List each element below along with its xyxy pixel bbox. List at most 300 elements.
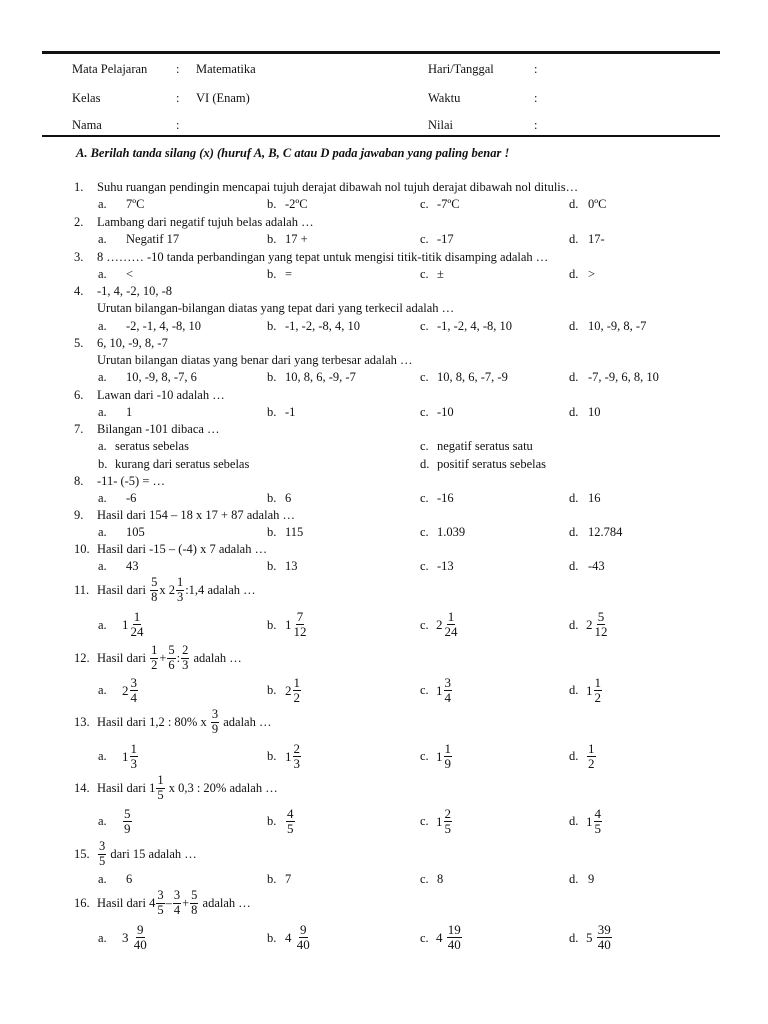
question-number: 5. <box>74 336 84 350</box>
choice-text: 43 <box>126 559 139 573</box>
choice-text: < <box>126 267 134 281</box>
choice-letter: a. <box>98 197 107 211</box>
choice-text <box>436 739 453 773</box>
choice-letter: b. <box>267 931 277 945</box>
choice-text <box>122 739 139 773</box>
numerator: 1 <box>133 608 141 624</box>
choice-letter: b. <box>267 525 277 539</box>
choice-letter: c. <box>420 525 429 539</box>
denominator: 2 <box>293 689 300 705</box>
numerator: 1 <box>176 575 184 590</box>
question-number: 3. <box>74 250 84 264</box>
fraction <box>594 610 609 638</box>
choice-letter: d. <box>569 525 579 539</box>
choice-letter: b. <box>267 197 277 211</box>
choice-letter: a. <box>98 319 107 333</box>
choice-text <box>122 804 133 838</box>
question-text-part: Hasil dari 1,2 : 80% x <box>97 714 207 729</box>
fraction <box>98 840 106 867</box>
fraction <box>594 807 603 835</box>
choice-text: 105 <box>126 525 145 539</box>
question-text <box>97 706 271 738</box>
day-label: Hari/Tanggal <box>428 62 494 76</box>
choice-text: 6 <box>285 491 292 505</box>
numerator: 5 <box>124 805 131 821</box>
denominator: 5 <box>157 902 164 917</box>
choice-letter: c. <box>420 872 429 886</box>
operator: : <box>176 650 181 665</box>
choice-text: -13 <box>437 559 454 573</box>
choice-text <box>586 920 613 954</box>
question-text: -1, 4, -2, 10, -8 <box>97 284 172 298</box>
choice-letter: a. <box>98 525 107 539</box>
choice-letter: d. <box>569 872 579 886</box>
whole-number: 1 <box>285 616 292 632</box>
choice-text: 1.039 <box>437 525 466 539</box>
question-text-part: Hasil dari 1 <box>97 780 156 795</box>
question-text: Suhu ruangan pendingin mencapai tujuh derajat dibawah nol tujuh derajat dibawah nol ditulis… <box>97 180 579 194</box>
choice-text <box>586 739 597 773</box>
choice-text <box>436 673 453 707</box>
choice-text: 8 <box>437 872 444 886</box>
numerator: 4 <box>594 805 601 821</box>
question-text-part: adalah … <box>193 650 242 665</box>
numerator: 9 <box>300 921 307 937</box>
question-text-part: Hasil dari <box>97 650 146 665</box>
class-value: VI (Enam) <box>196 91 250 105</box>
choice-text: > <box>588 267 596 281</box>
choice-text: 10, 8, 6, -9, -7 <box>285 370 356 384</box>
question-text-part: adalah … <box>202 895 251 910</box>
choice-letter: b. <box>267 814 277 828</box>
numerator: 1 <box>157 773 164 788</box>
numerator: 1 <box>594 674 601 690</box>
choice-text <box>285 804 296 838</box>
fraction <box>156 889 164 916</box>
numerator: 1 <box>130 740 137 756</box>
choice-text: 6 <box>126 872 133 886</box>
choice-text: 0ºC <box>588 197 607 211</box>
fraction <box>293 610 308 638</box>
choice-text <box>285 673 302 707</box>
choice-letter: d. <box>569 559 579 573</box>
denominator: 5 <box>99 853 106 868</box>
question-number: 12. <box>74 651 90 665</box>
colon: : <box>176 62 180 76</box>
choice-text: 12.784 <box>588 525 623 539</box>
question-number: 1. <box>74 180 84 194</box>
section-instruction: A. Berilah tanda silang (x) (huruf A, B, C atau D pada jawaban yang paling benar ! <box>76 146 510 160</box>
question-number: 8. <box>74 474 84 488</box>
choice-letter: b. <box>267 491 277 505</box>
choice-text: 10, -9, 8, -7 <box>588 319 647 333</box>
header-top-rule <box>42 51 720 54</box>
colon: : <box>534 118 538 132</box>
choice-text <box>285 607 309 641</box>
denominator: 9 <box>444 755 451 771</box>
denominator: 8 <box>151 589 158 604</box>
fraction <box>150 576 158 603</box>
question-number: 2. <box>74 215 84 229</box>
fraction <box>597 923 612 951</box>
fraction <box>130 610 145 638</box>
choice-text: kurang dari seratus sebelas <box>115 457 250 471</box>
question-text: Urutan bilangan-bilangan diatas yang tepat dari yang terkecil adalah … <box>97 301 455 315</box>
question-number: 6. <box>74 388 84 402</box>
choice-text: 17 + <box>285 232 308 246</box>
choice-text: -1, -2, 4, -8, 10 <box>437 319 512 333</box>
numerator: 1 <box>151 643 158 658</box>
choice-text <box>122 607 146 641</box>
choice-letter: c. <box>420 405 429 419</box>
denominator: 2 <box>588 755 595 771</box>
choice-text: seratus sebelas <box>115 439 189 453</box>
question-text <box>97 838 197 870</box>
name-label: Nama <box>72 118 102 132</box>
choice-letter: b. <box>267 559 277 573</box>
numerator: 3 <box>99 839 106 854</box>
whole-number: 2 <box>122 682 129 698</box>
numerator: 39 <box>597 921 611 937</box>
choice-letter: c. <box>420 749 429 763</box>
choice-text: 10 <box>588 405 601 419</box>
question-text: Lambang dari negatif tujuh belas adalah … <box>97 215 314 229</box>
choice-letter: d. <box>569 683 579 697</box>
question-text: Hasil dari -15 – (-4) x 7 adalah … <box>97 542 268 556</box>
choice-text: -6 <box>126 491 137 505</box>
fraction <box>293 676 302 704</box>
fraction <box>444 610 459 638</box>
choice-letter: d. <box>569 319 579 333</box>
denominator: 4 <box>130 689 137 705</box>
choice-text: -43 <box>588 559 605 573</box>
question-text-part: x 0,3 : 20% adalah … <box>168 780 278 795</box>
choice-letter: a. <box>98 439 107 453</box>
choice-letter: b. <box>267 370 277 384</box>
fraction <box>447 923 462 951</box>
question-text-part: Hasil dari 4 <box>97 895 156 910</box>
choice-text: -10 <box>437 405 454 419</box>
choice-letter: b. <box>267 872 277 886</box>
question-text: Urutan bilangan diatas yang benar dari yang terbesar adalah … <box>97 353 413 367</box>
choice-text <box>285 920 312 954</box>
choice-text: 115 <box>285 525 304 539</box>
choice-text: -7ºC <box>437 197 460 211</box>
choice-text: Negatif 17 <box>126 232 180 246</box>
fraction <box>587 742 596 770</box>
choice-letter: c. <box>420 439 429 453</box>
whole-number: 5 <box>586 929 593 945</box>
choice-text <box>586 607 610 641</box>
choice-text: 7ºC <box>126 197 145 211</box>
numerator: 9 <box>137 921 144 937</box>
question-text <box>97 574 256 606</box>
numerator: 5 <box>597 608 605 624</box>
choice-letter: a. <box>98 931 107 945</box>
numerator: 1 <box>444 740 451 756</box>
choice-letter: a. <box>98 559 107 573</box>
choice-letter: d. <box>569 491 579 505</box>
choice-letter: d. <box>569 232 579 246</box>
denominator: 12 <box>594 623 608 639</box>
whole-number: 1 <box>586 682 593 698</box>
fraction <box>293 742 302 770</box>
fraction <box>150 644 158 671</box>
question-number: 4. <box>74 284 84 298</box>
fraction <box>444 742 453 770</box>
denominator: 8 <box>191 902 198 917</box>
question-text-part: adalah … <box>223 714 272 729</box>
denominator: 5 <box>594 820 601 836</box>
choice-letter: a. <box>98 232 107 246</box>
denominator: 24 <box>444 623 458 639</box>
denominator: 5 <box>444 820 451 836</box>
whole-number: 1 <box>436 813 443 829</box>
denominator: 12 <box>293 623 307 639</box>
choice-text: 9 <box>588 872 595 886</box>
choice-letter: c. <box>420 683 429 697</box>
whole-number: 4 <box>285 929 292 945</box>
choice-text: positif seratus sebelas <box>437 457 547 471</box>
denominator: 3 <box>176 589 184 604</box>
header-bottom-rule <box>42 135 720 137</box>
numerator: 5 <box>191 888 198 903</box>
question-text: Bilangan -101 dibaca … <box>97 422 220 436</box>
fraction <box>173 889 181 916</box>
choice-letter: a. <box>98 491 107 505</box>
whole-number: 2 <box>436 616 443 632</box>
choice-letter: b. <box>267 683 277 697</box>
question-text-part: dari 15 adalah … <box>110 846 197 861</box>
choice-letter: d. <box>569 814 579 828</box>
choice-letter: d. <box>569 267 579 281</box>
choice-letter: c. <box>420 232 429 246</box>
choice-letter: a. <box>98 267 107 281</box>
choice-letter: a. <box>98 618 107 632</box>
question-text: Hasil dari 154 – 18 x 17 + 87 adalah … <box>97 508 295 522</box>
numerator: 3 <box>444 674 451 690</box>
question-text: Lawan dari -10 adalah … <box>97 388 225 402</box>
numerator: 1 <box>293 674 300 690</box>
whole-number: 1 <box>436 748 443 764</box>
numerator: 5 <box>168 643 175 658</box>
denominator: 4 <box>173 902 181 917</box>
colon: : <box>534 91 538 105</box>
numerator: 3 <box>211 707 219 722</box>
fraction <box>594 676 603 704</box>
operator: + <box>182 895 190 910</box>
choice-letter: a. <box>98 872 107 886</box>
choice-letter: d. <box>569 370 579 384</box>
score-label: Nilai <box>428 118 453 132</box>
subject-value: Matematika <box>196 62 256 76</box>
question-text: 6, 10, -9, 8, -7 <box>97 336 168 350</box>
choice-text <box>586 804 603 838</box>
question-text-part: Hasil dari <box>97 582 146 597</box>
question-number: 10. <box>74 542 90 556</box>
whole-number: 1 <box>122 616 129 632</box>
whole-number: 1 <box>436 682 443 698</box>
fraction <box>286 807 295 835</box>
numerator: 3 <box>173 888 181 903</box>
fraction <box>130 676 139 704</box>
denominator: 4 <box>444 689 451 705</box>
denominator: 2 <box>151 657 158 672</box>
question-text-part: :1,4 <box>185 582 205 597</box>
choice-letter: b. <box>267 319 277 333</box>
choice-letter: c. <box>420 319 429 333</box>
numerator: 2 <box>182 643 189 658</box>
numerator: 2 <box>293 740 300 756</box>
choice-text: -7, -9, 6, 8, 10 <box>588 370 659 384</box>
question-text <box>97 887 251 919</box>
choice-letter: d. <box>569 405 579 419</box>
choice-letter: b. <box>267 618 277 632</box>
choice-letter: a. <box>98 683 107 697</box>
choice-letter: b. <box>267 267 277 281</box>
denominator: 9 <box>124 820 131 836</box>
numerator: 1 <box>447 608 455 624</box>
question-text <box>97 772 278 804</box>
choice-text <box>122 920 149 954</box>
choice-letter: b. <box>267 749 277 763</box>
question-number: 13. <box>74 715 90 729</box>
question-text-part: adalah … <box>207 582 256 597</box>
time-label: Waktu <box>428 91 461 105</box>
numerator: 5 <box>151 575 158 590</box>
choice-text: ± <box>437 267 444 281</box>
choice-text <box>285 739 302 773</box>
colon: : <box>176 118 180 132</box>
choice-text: -17 <box>437 232 454 246</box>
numerator: 3 <box>157 888 164 903</box>
denominator: 24 <box>130 623 144 639</box>
choice-letter: c. <box>420 197 429 211</box>
choice-letter: c. <box>420 618 429 632</box>
question-text: 8 ……… -10 tanda perbandingan yang tepat untuk mengisi titik-titik disamping adalah … <box>97 250 549 264</box>
fraction <box>123 807 132 835</box>
denominator: 3 <box>293 755 300 771</box>
choice-letter: a. <box>98 749 107 763</box>
choice-text: 13 <box>285 559 298 573</box>
question-number: 11. <box>74 583 90 597</box>
choice-text <box>122 673 139 707</box>
denominator: 40 <box>133 936 147 952</box>
denominator: 9 <box>211 721 219 736</box>
choice-letter: c. <box>420 814 429 828</box>
fraction <box>181 644 189 671</box>
choice-text: negatif seratus satu <box>437 439 533 453</box>
choice-letter: c. <box>420 491 429 505</box>
choice-text <box>436 920 463 954</box>
choice-text: -1, -2, -8, 4, 10 <box>285 319 360 333</box>
choice-letter: d. <box>569 197 579 211</box>
denominator: 5 <box>287 820 294 836</box>
fraction <box>133 923 148 951</box>
numerator: 3 <box>130 674 137 690</box>
denominator: 6 <box>168 657 175 672</box>
denominator: 3 <box>130 755 137 771</box>
question-number: 9. <box>74 508 84 522</box>
choice-text: 10, -9, 8, -7, 6 <box>126 370 197 384</box>
question-text-part: x 2 <box>159 582 175 597</box>
fraction <box>444 676 453 704</box>
whole-number: 4 <box>436 929 443 945</box>
choice-letter: b. <box>98 457 108 471</box>
whole-number: 1 <box>586 813 593 829</box>
numerator: 2 <box>444 805 451 821</box>
whole-number: 3 <box>122 929 129 945</box>
question-number: 15. <box>74 847 90 861</box>
fraction <box>296 923 311 951</box>
choice-letter: d. <box>569 931 579 945</box>
whole-number: 2 <box>586 616 593 632</box>
operator: – <box>165 895 172 910</box>
choice-text: 1 <box>126 405 133 419</box>
operator: + <box>159 650 167 665</box>
choice-text: -16 <box>437 491 454 505</box>
fraction <box>444 807 453 835</box>
choice-letter: c. <box>420 370 429 384</box>
fraction <box>176 576 184 603</box>
numerator: 19 <box>447 921 461 937</box>
choice-letter: c. <box>420 559 429 573</box>
denominator: 40 <box>296 936 310 952</box>
choice-text: -2ºC <box>285 197 308 211</box>
question-number: 7. <box>74 422 84 436</box>
fraction <box>190 889 198 916</box>
choice-letter: d. <box>569 749 579 763</box>
numerator: 1 <box>588 740 595 756</box>
denominator: 2 <box>594 689 601 705</box>
choice-letter: a. <box>98 405 107 419</box>
colon: : <box>534 62 538 76</box>
question-number: 16. <box>74 896 90 910</box>
numerator: 7 <box>296 608 304 624</box>
denominator: 5 <box>157 787 164 802</box>
choice-text <box>586 673 603 707</box>
choice-text <box>436 607 460 641</box>
question-text <box>97 642 242 674</box>
denominator: 40 <box>597 936 611 952</box>
choice-letter: c. <box>420 931 429 945</box>
whole-number: 2 <box>285 682 292 698</box>
numerator: 4 <box>287 805 294 821</box>
question-text: -11- (-5) = … <box>97 474 166 488</box>
fraction <box>211 708 219 735</box>
choice-letter: a. <box>98 814 107 828</box>
choice-text: 7 <box>285 872 292 886</box>
choice-text: -1 <box>285 405 296 419</box>
choice-letter: a. <box>98 370 107 384</box>
subject-label: Mata Pelajaran <box>72 62 148 76</box>
choice-letter: b. <box>267 405 277 419</box>
question-number: 14. <box>74 781 90 795</box>
fraction <box>156 774 164 801</box>
choice-text: -2, -1, 4, -8, 10 <box>126 319 201 333</box>
choice-text: 16 <box>588 491 601 505</box>
whole-number: 1 <box>122 748 129 764</box>
colon: : <box>176 91 180 105</box>
fraction <box>167 644 175 671</box>
whole-number: 1 <box>285 748 292 764</box>
choice-letter: c. <box>420 267 429 281</box>
denominator: 3 <box>182 657 189 672</box>
class-label: Kelas <box>72 91 101 105</box>
fraction <box>130 742 139 770</box>
choice-text: 17- <box>588 232 605 246</box>
denominator: 40 <box>447 936 461 952</box>
